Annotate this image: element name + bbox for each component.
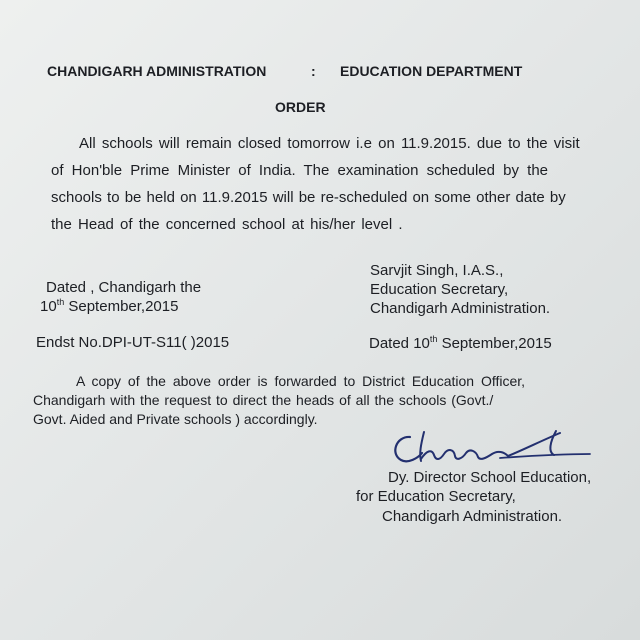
- dated-left-suffix: th: [56, 297, 65, 307]
- endorsement-day: 10: [413, 335, 430, 352]
- endorsement-number: Endst No.DPI-UT-S11( )2015: [36, 334, 230, 351]
- copy-line: A copy of the above order is forwarded to District Education Officer,: [76, 373, 526, 389]
- copy-line: Govt. Aided and Private schools ) accordingly.: [33, 411, 318, 427]
- body-line: the Head of the concerned school at his/her level .: [51, 216, 403, 233]
- dated-left-day: 10: [40, 298, 57, 315]
- header-administration: CHANDIGARH ADMINISTRATION: [47, 63, 267, 79]
- endorsement-suffix: th: [429, 334, 438, 344]
- dated-left-line2: [40, 298, 178, 315]
- signatory-name: Sarvjit Singh, I.A.S.,: [370, 262, 504, 279]
- order-title: ORDER: [275, 99, 326, 115]
- footer-line2: for Education Secretary,: [356, 488, 516, 505]
- endorsement-date: [369, 335, 552, 352]
- copy-line: Chandigarh with the request to direct the heads of all the schools (Govt./: [33, 392, 494, 408]
- header-separator: :: [311, 63, 316, 79]
- endorsement-month-year: September,2015: [437, 335, 552, 352]
- handwritten-signature: [388, 428, 594, 468]
- dated-left-line1: Dated , Chandigarh the: [46, 279, 202, 296]
- signatory-org: Chandigarh Administration.: [370, 300, 551, 317]
- body-line: schools to be held on 11.9.2015 will be re-scheduled on some other date by: [51, 189, 566, 206]
- body-line: of Hon'ble Prime Minister of India. The examination scheduled by the: [51, 162, 549, 179]
- signatory-title: Education Secretary,: [370, 281, 509, 298]
- body-line: All schools will remain closed tomorrow i.e on 11.9.2015. due to the visit: [79, 135, 580, 152]
- header-department: EDUCATION DEPARTMENT: [340, 63, 523, 79]
- footer-line1: Dy. Director School Education,: [388, 469, 592, 486]
- endorsement-dated-prefix: Dated: [369, 335, 414, 352]
- dated-left-month-year: September,2015: [64, 298, 179, 315]
- footer-line3: Chandigarh Administration.: [382, 508, 563, 525]
